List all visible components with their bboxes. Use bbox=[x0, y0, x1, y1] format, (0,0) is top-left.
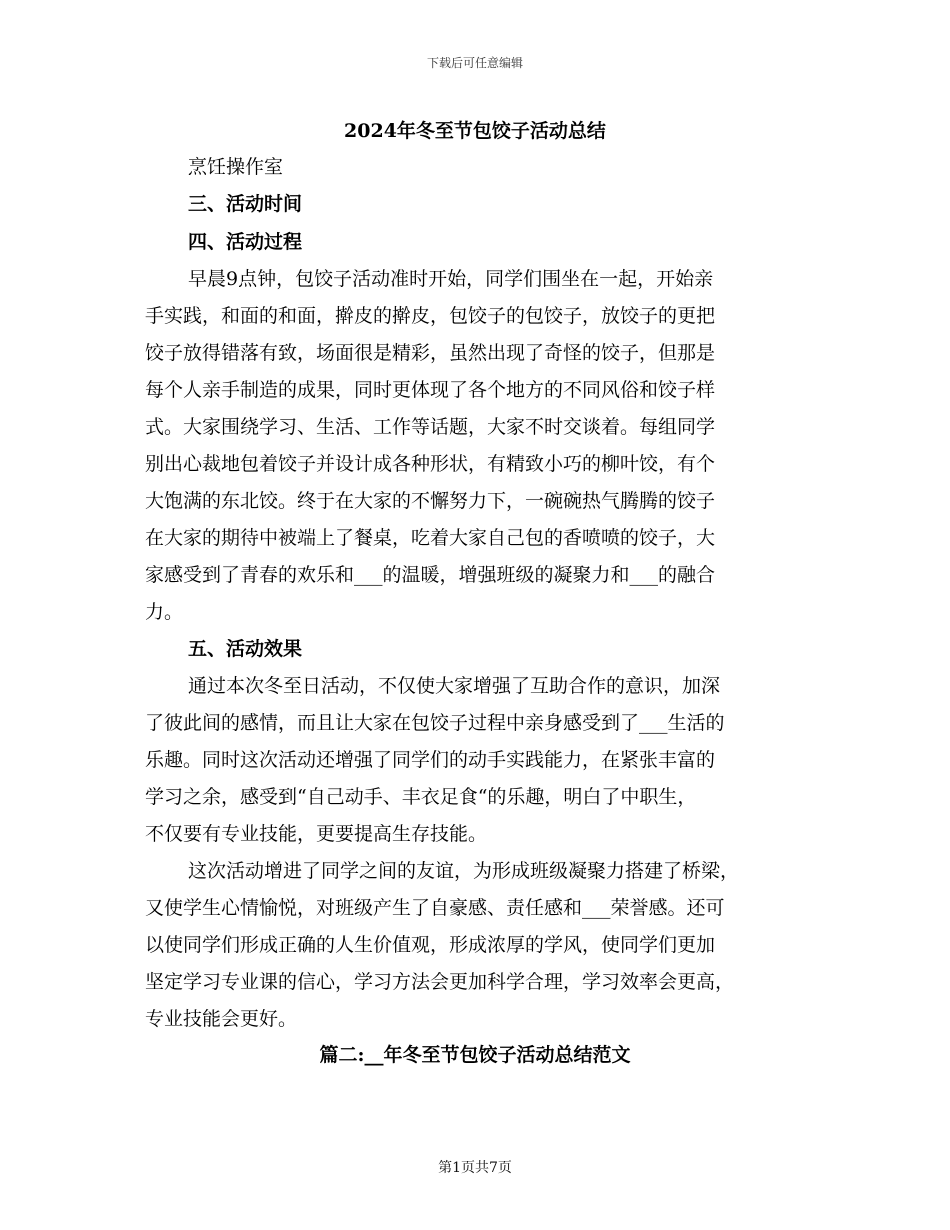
paragraph-line: 饺子放得错落有致，场面很是精彩，虽然出现了奇怪的饺子，但那是 bbox=[145, 342, 716, 364]
paragraph-line: 早晨9点钟，包饺子活动准时开始，同学们围坐在一起，开始亲 bbox=[188, 268, 714, 290]
section-subtitle: 篇二:__年冬至节包饺子活动总结范文 bbox=[319, 1044, 631, 1066]
paragraph-line: 坚定学习专业课的信心，学习方法会更加科学合理，学习效率会更高， bbox=[145, 971, 735, 993]
section5-heading: 五、活动效果 bbox=[188, 638, 303, 660]
paragraph-line: 这次活动增进了同学之间的友谊，为形成班级凝聚力搭建了桥梁， bbox=[188, 860, 740, 882]
location-line: 烹饪操作室 bbox=[188, 156, 284, 178]
paragraph-line: 式。大家围绕学习、生活、工作等话题，大家不时交谈着。每组同学 bbox=[145, 416, 716, 438]
section4-heading: 四、活动过程 bbox=[188, 231, 303, 253]
document-title: 2024年冬至节包饺子活动总结 bbox=[344, 120, 606, 142]
paragraph-line: 专业技能会更好。 bbox=[145, 1008, 298, 1030]
paragraph-line: 大饱满的东北饺。终于在大家的不懈努力下，一碗碗热气腾腾的饺子 bbox=[145, 490, 716, 512]
paragraph-line: 学习之余，感受到“自己动手、丰衣足食“的乐趣，明白了中职生， bbox=[145, 786, 697, 808]
paragraph-line: 通过本次冬至日活动，不仅使大家增强了互助合作的意识，加深 bbox=[188, 675, 721, 697]
paragraph-line: 在大家的期待中被端上了餐桌，吃着大家自己包的香喷喷的饺子，大 bbox=[145, 527, 716, 549]
paragraph-line: 以使同学们形成正确的人生价值观，形成浓厚的学风，使同学们更加 bbox=[145, 934, 716, 956]
section3-heading: 三、活动时间 bbox=[188, 193, 303, 215]
paragraph-line: 乐趣。同时这次活动还增强了同学们的动手实践能力，在紧张丰富的 bbox=[145, 749, 716, 771]
paragraph-line: 不仅要有专业技能，更要提高生存技能。 bbox=[145, 823, 488, 845]
paragraph-line: 每个人亲手制造的成果，同时更体现了各个地方的不同风俗和饺子样 bbox=[145, 379, 716, 401]
paragraph-line: 又使学生心情愉悦，对班级产生了自豪感、责任感和___荣誉感。还可 bbox=[145, 897, 725, 919]
header-note: 下载后可任意编辑 bbox=[426, 56, 523, 70]
paragraph-line: 别出心裁地包着饺子并设计成各种形状，有精致小巧的柳叶饺，有个 bbox=[145, 453, 716, 475]
paragraph-line: 家感受到了青春的欢乐和___的温暖，增强班级的凝聚力和___的融合 bbox=[145, 564, 716, 586]
paragraph-line: 手实践，和面的和面，擀皮的擀皮，包饺子的包饺子，放饺子的更把 bbox=[145, 305, 716, 327]
paragraph-line: 力。 bbox=[145, 601, 184, 623]
page-footer: 第1页共7页 bbox=[438, 1160, 512, 1176]
paragraph-line: 了彼此间的感情，而且让大家在包饺子过程中亲身感受到了___生活的 bbox=[145, 712, 725, 734]
